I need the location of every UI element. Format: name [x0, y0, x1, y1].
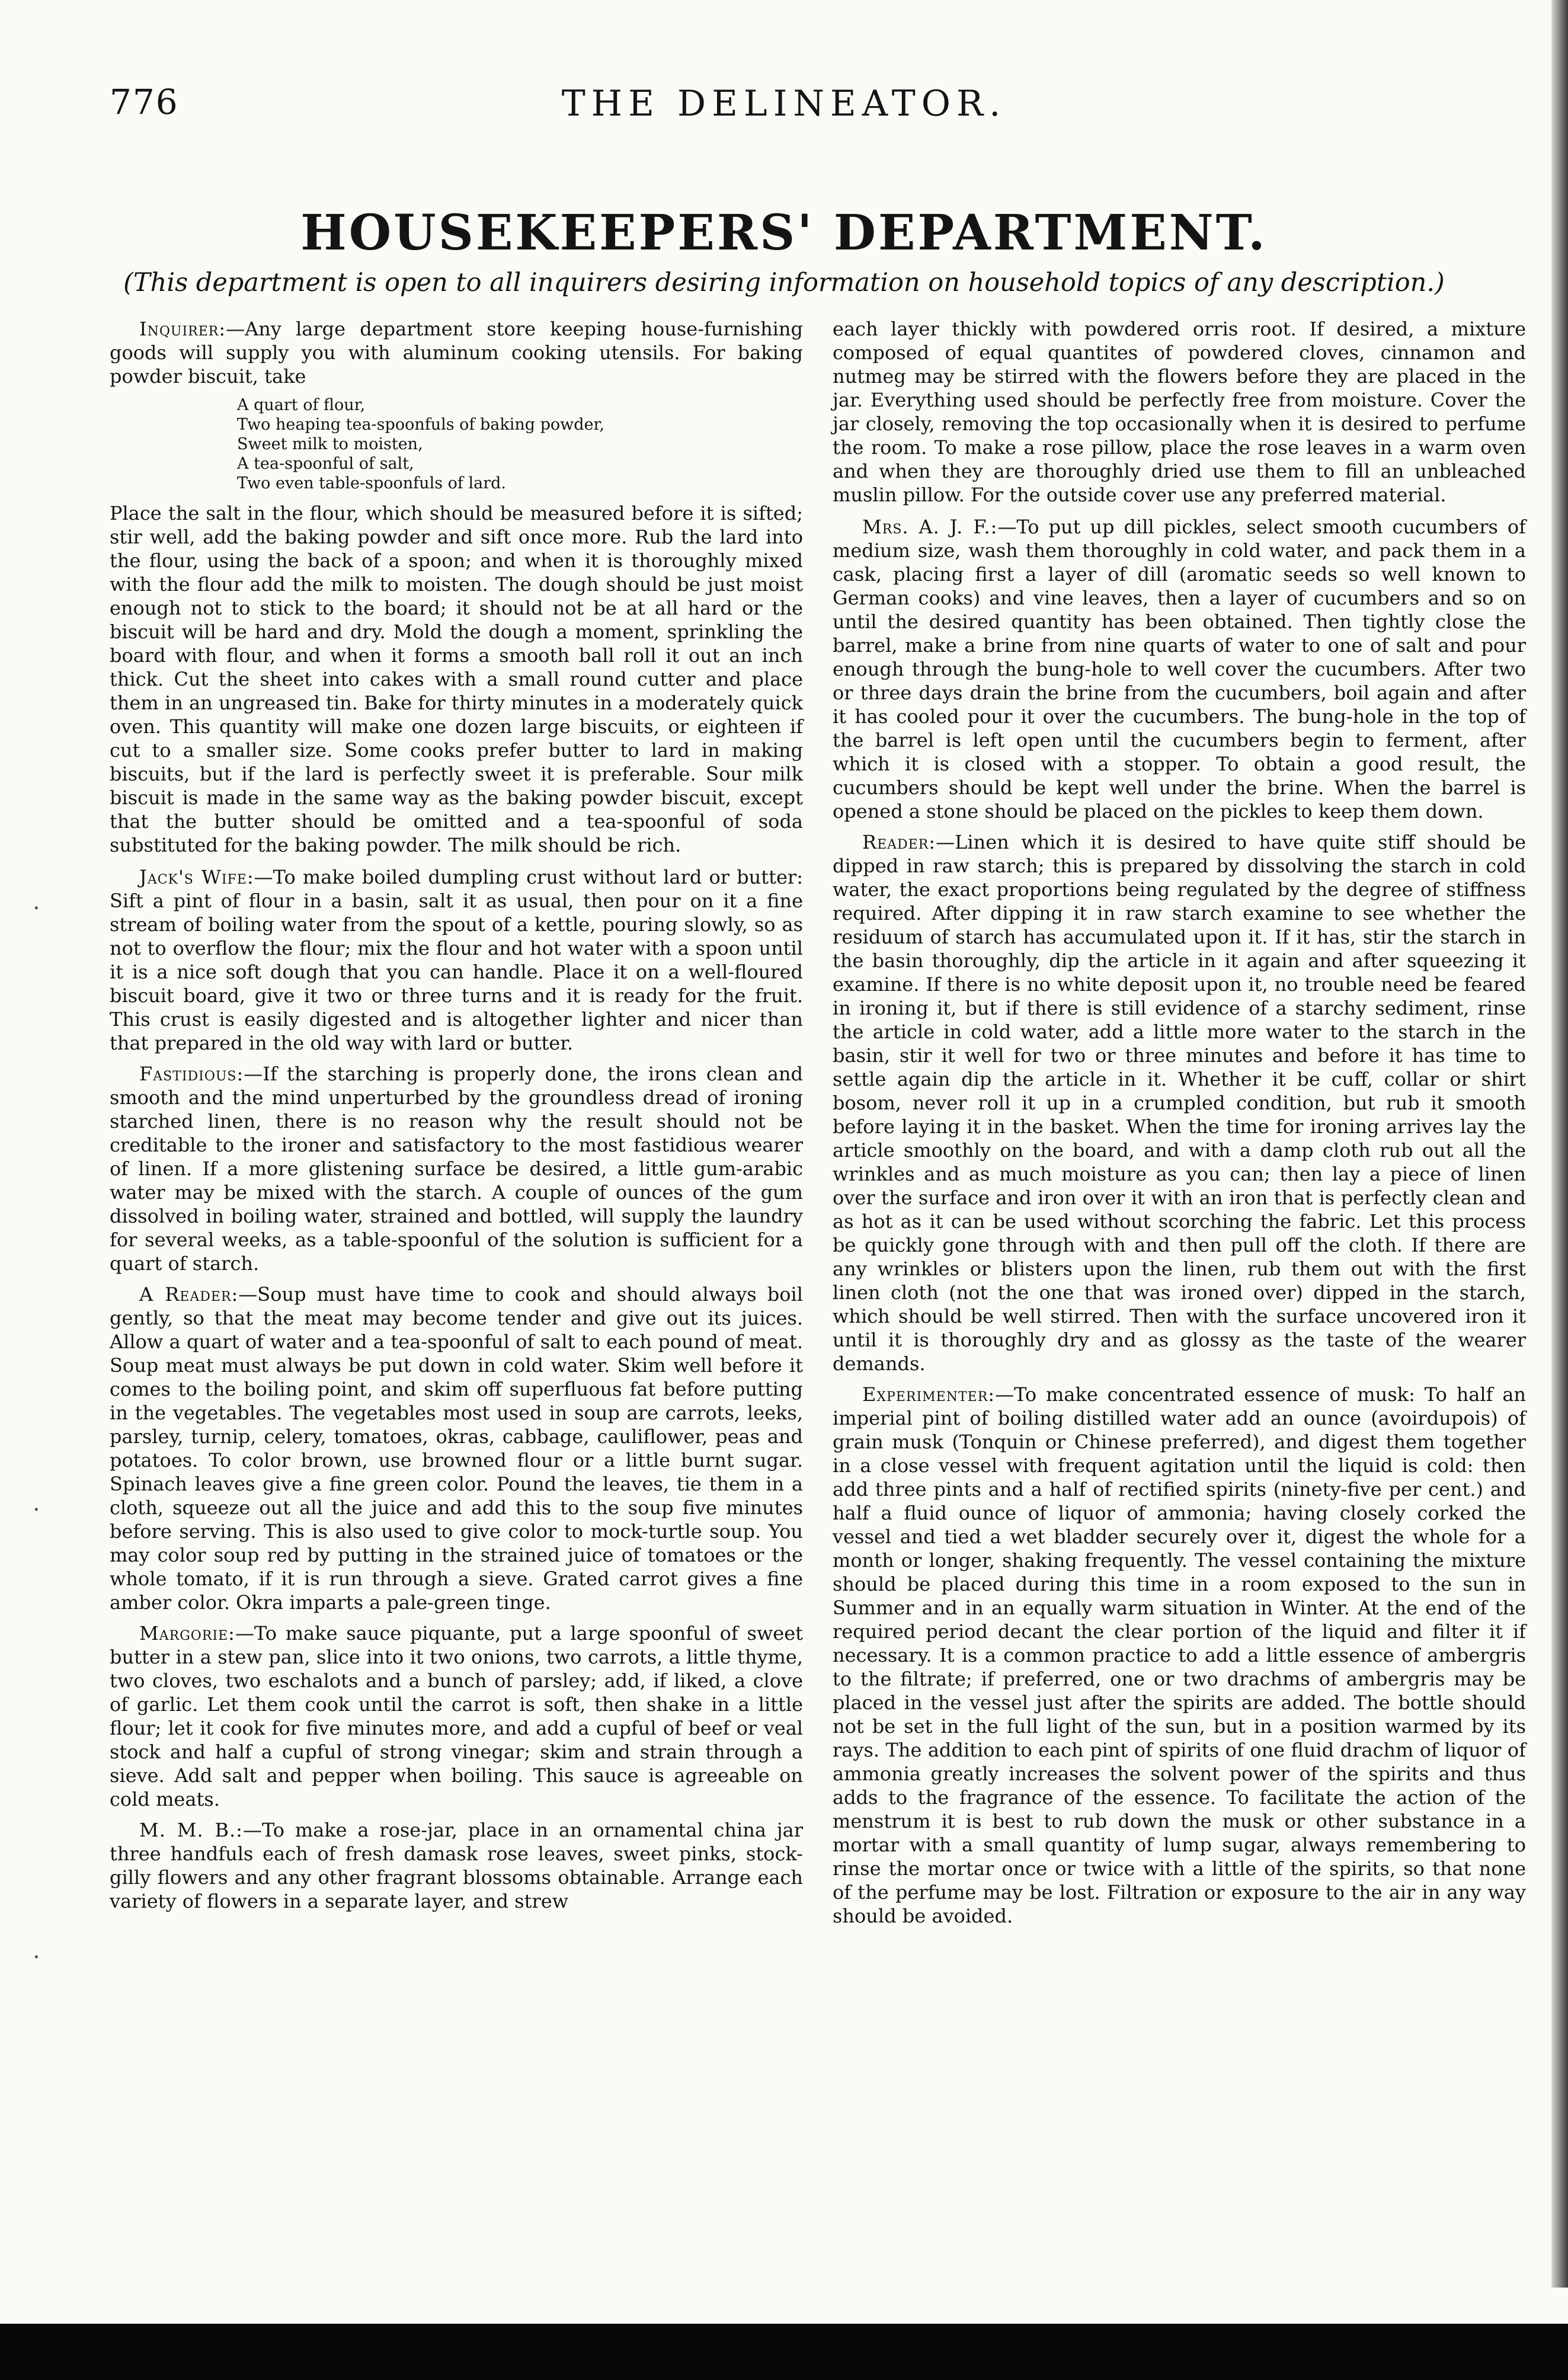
correspondent-name: Mrs. A. J. F.: — [862, 516, 998, 538]
entry-inquirer — [110, 317, 803, 388]
entry-text: —To make sauce piquante, put a large spoonful of sweet butter in a stew pan, slice into it two onions, two carrots, a little thyme, two cloves, two eschalots and a bunch of parsley; add, if liked, a clove of garlic. Let them cook until the carrot is soft, then shake in a little flour; let it cook for five minutes more, and add a cupful of beef or veal stock and half a cupful of strong vinegar; skim and strain through a sieve. Add salt and pepper when boiling. This sauce is agreeable on cold meats. — [110, 1622, 803, 1810]
scan-mark: · — [33, 1496, 40, 1524]
correspondent-name: Fastidious: — [139, 1063, 244, 1085]
department-subtitle: (This department is open to all inquirers desiring information on household topics of any description.) — [123, 268, 1445, 298]
entry-a-reader — [110, 1282, 803, 1614]
entry-fastidious — [110, 1062, 803, 1275]
left-column — [110, 317, 803, 1920]
ingredient-item: A tea-spoonful of salt, — [237, 455, 414, 473]
entry-experimenter — [833, 1383, 1526, 1928]
correspondent-name: Inquirer: — [139, 318, 226, 340]
scan-edge-bottom — [0, 2324, 1568, 2380]
scan-mark: · — [33, 1944, 40, 1971]
entry-text: —To make a rose-jar, place in an ornamental china jar three handfuls each of fresh damask rose leaves, sweet pinks, stock-gilly flowers and any other fragrant blossoms obtainable. Arrange each variety of flowers in a separate layer, and strew — [110, 1819, 803, 1912]
running-title: THE DELINEATOR. — [561, 83, 1007, 124]
entry-text: —Linen which it is desired to have quite stiff should be dipped in raw starch; this is prepared by dissolving the starch in cold water, the exact proportions being regulated by the degree of stiffness required. After dipping it in raw starch examine to see whether the residuum of starch has accumulated upon it. If it has, stir the starch in the basin thoroughly, dip the article in it again and after squeezing it examine. If there is no white deposit upon it, no trouble need be feared in ironing it, but if there is still evidence of a starchy sediment, rinse the article in cold water, add a little more water to the starch in the basin, stir it well for two or three minutes and before it has time to settle again dip the article in it. Whether it be cuff, collar or shirt bosom, never roll it up in a crumpled condition, but rub it smooth before laying it in the basket. When the time for ironing arrives lay the article smoothly on the board, and with a damp cloth rub out all the wrinkles and as much moisture as you can; then lay a piece of linen over the surface and iron over it with an iron that is perfectly clean and as hot as it can be used without scorching the fabric. Let this process be quickly gone through with and then pull off the cloth. If there are any wrinkles or blisters upon the linen, rub them out with the first linen cloth (not the one that was ironed over) dipped in the starch, which should be well stirred. Then with the surface uncovered iron it until it is thoroughly dry and as glossy as the taste of the wearer demands. — [833, 831, 1526, 1375]
entry-mrs-a-j-f — [833, 515, 1526, 823]
ingredient-list — [237, 395, 803, 493]
correspondent-name: Jack's Wife: — [139, 866, 254, 888]
entry-text: Place the salt in the flour, which should be measured before it is sifted; stir well, add the baking powder and sift once more. Rub the lard into the flour, using the back of a spoon; and when it is thoroughly mixed with the flour add the milk to moisten. The dough should be just moist enough not to stick to the board; it should not be at all hard or the biscuit will be hard and dry. Mold the dough a moment, sprinkling the board with flour, and when it forms a smooth ball roll it out an inch thick. Cut the sheet into cakes with a small round cutter and place them in an ungreased tin. Bake for thirty minutes in a moderately quick oven. This quantity will make one dozen large biscuits, or eighteen if cut to a smaller size. Some cooks prefer butter to lard in making biscuits, but if the lard is perfectly sweet it is preferable. Sour milk biscuit is made in the same way as the baking powder biscuit, except that the butter should be omitted and a tea-spoonful of soda substituted for the baking powder. The milk should be rich. — [110, 502, 803, 856]
ingredient-item: Two even table-spoonfuls of lard. — [237, 474, 506, 492]
entry-text: —If the starching is properly done, the irons clean and smooth and the mind unperturbed by the groundless dread of ironing starched linen, there is no reason why the result should not be creditable to the ironer and satisfactory to the most fastidious wearer of linen. If a more glistening surface be desired, a little gum-arabic water may be mixed with the starch. A couple of ounces of the gum dissolved in boiling water, strained and bottled, will supply the laundry for several weeks, as a table-spoonful of the solution is sufficient for a quart of starch. — [110, 1063, 803, 1275]
correspondent-name: A Reader: — [139, 1283, 239, 1306]
correspondent-name: Reader: — [862, 831, 936, 853]
correspondent-name: Margorie: — [139, 1622, 235, 1645]
entry-margorie — [110, 1621, 803, 1811]
ingredient-item: A quart of flour, — [237, 396, 366, 414]
entry-text: —To put up dill pickles, select smooth cucumbers of medium size, wash them thoroughly in cold water, and pack them in a cask, placing first a layer of dill (aromatic seeds so well known to German cooks) and vine leaves, then a layer of cucumbers and so on until the desired quantity has been obtained. Then tightly close the barrel, make a brine from nine quarts of water to one of salt and pour enough through the bung-hole to well cover the cucumbers. After two or three days drain the brine from the cucumbers, boil again and after it has cooled pour it over the cucumbers. The bung-hole in the top of the barrel is left open until the cucumbers begin to ferment, after which it is closed with a stopper. To obtain a good result, the cucumbers should be kept well under the brine. When the barrel is opened a stone should be placed on the pickles to keep them down. — [833, 516, 1527, 823]
entry-text: —Soup must have time to cook and should always boil gently, so that the meat may become tender and give out its juices. Allow a quart of water and a tea-spoonful of salt to each pound of meat. Soup meat must always be put down in cold water. Skim well before it comes to the boiling point, and skim off superfluous fat before putting in the vegetables. The vegetables most used in soup are carrots, leeks, parsley, turnip, celery, tomatoes, okras, cabbage, cauliflower, peas and potatoes. To color brown, use browned flour or a little burnt sugar. Spinach leaves give a fine green color. Pound the leaves, tie them in a cloth, squeeze out all the juice and add this to the soup five minutes before serving. This is also used to give color to mock-turtle soup. You may color soup red by putting in the strained juice of tomatoes or the whole tomato, if it is run through a sieve. Grated carrot gives a fine amber color. Okra imparts a pale-green tinge. — [110, 1283, 803, 1614]
ingredient-item: Sweet milk to moisten, — [237, 435, 423, 453]
entry-reader — [833, 830, 1526, 1375]
scan-edge-right — [1551, 0, 1568, 2288]
scan-mark: · — [33, 895, 40, 922]
entry-text: —Any large department store keeping house-furnishing goods will supply you with aluminum cooking utensils. For baking powder biscuit, take — [110, 318, 803, 388]
entry-jacks-wife — [110, 865, 803, 1055]
right-column — [833, 317, 1526, 1935]
entry-m-m-b — [110, 1818, 803, 1913]
ingredient-item: Two heaping tea-spoonfuls of baking powder, — [237, 415, 605, 434]
entry-text: —To make boiled dumpling crust without lard or butter: Sift a pint of flour in a basin, salt it as usual, then pour on it a fine stream of boiling water from the spout of a kettle, pouring slowly, so as not to overflow the flour; mix the flour and hot water with a spoon until it is a nice soft dough that you can handle. Place it on a well-floured biscuit board, give it two or three turns and it is ready for the fruit. This crust is easily digested and is altogether lighter and nicer than that prepared in the old way with lard or butter. — [110, 866, 803, 1054]
correspondent-name: M. M. B.: — [139, 1819, 243, 1841]
correspondent-name: Experimenter: — [862, 1383, 996, 1406]
department-title: HOUSEKEEPERS' DEPARTMENT. — [300, 204, 1268, 261]
entry-m-m-b-continued: each layer thickly with powdered orris root. If desired, a mixture composed of equal quantites of powdered cloves, cinnamon and nutmeg may be stirred with the flowers before they are placed in the jar. Everything used should be perfectly free from moisture. Cover the jar closely, removing the top occasionally when it is desired to perfume the room. To make a rose pillow, place the rose leaves in a warm oven and when they are thoroughly dried use them to fill an unbleached muslin pillow. For the outside cover use any preferred material. — [833, 318, 1526, 506]
page-number: 776 — [110, 82, 179, 122]
entry-text: —To make concentrated essence of musk: To half an imperial pint of boiling distilled water add an ounce (avoirdupois) of grain musk (Tonquin or Chinese preferred), and digest them together in a close vessel with frequent agitation until the liquid is cold: then add three pints and a half of rectified spirits (ninety-five per cent.) and half a fluid ounce of liquor of ammonia; having closely corked the vessel and tied a wet bladder securely over it, digest the whole for a month or longer, shaking frequently. The vessel containing the mixture should be placed during this time in a room exposed to the sun in Summer and in an equally warm situation in Winter. At the end of the required period decant the clear portion of the liquid and filter it if necessary. It is a common practice to add a little essence of ambergris to the filtrate; if preferred, one or two drachms of ambergris may be placed in the vessel just after the spirits are added. The bottle should not be set in the full light of the sun, but in a position warmed by its rays. The addition to each pint of spirits of one fluid drachm of liquor of ammonia greatly increases the solvent power of the spirits and thus adds to the fragrance of the essence. To facilitate the action of the menstrum it is best to rub down the musk or other substance in a mortar with a small quantity of lump sugar, always remembering to rinse the mortar once or twice with a little of the spirits, so that none of the perfume may be lost. Filtration or exposure to the air in any way should be avoided. — [833, 1383, 1526, 1927]
